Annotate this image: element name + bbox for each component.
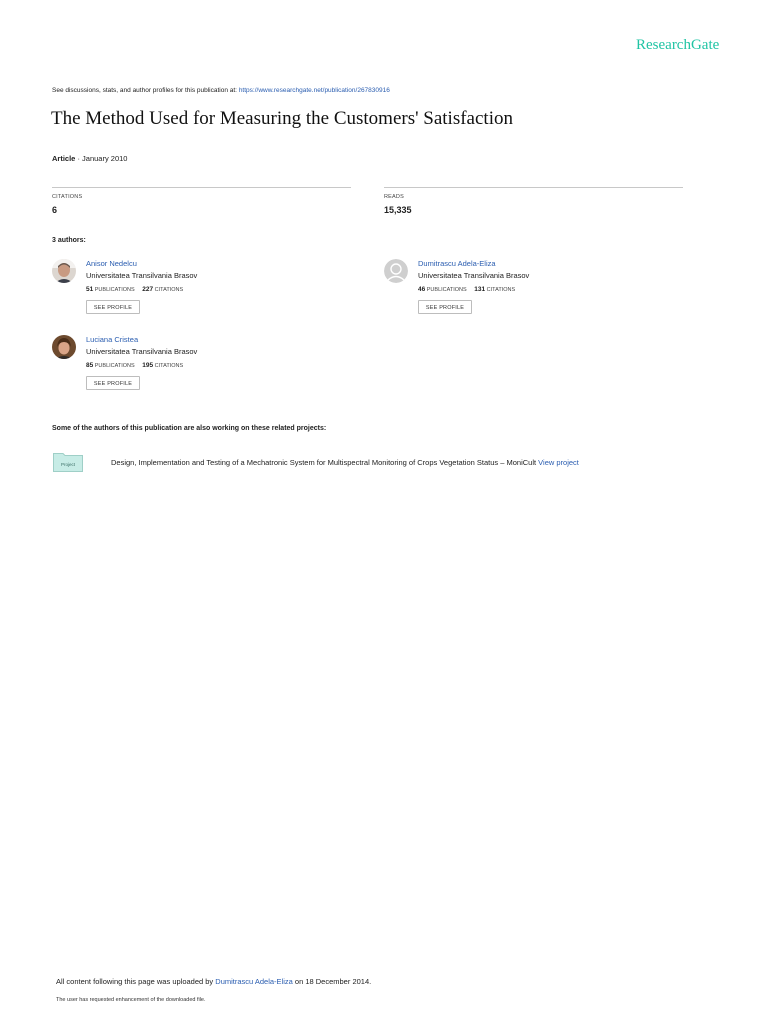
see-profile-button[interactable]: SEE PROFILE	[86, 300, 140, 314]
upload-prefix: All content following this page was uploaded by	[56, 977, 214, 986]
citations-count: 131	[474, 286, 486, 293]
upload-date: on 18 December 2014.	[294, 977, 372, 986]
author-stats	[86, 362, 183, 369]
avatar[interactable]	[52, 259, 76, 283]
author-institution: Universitatea Transilvania Brasov	[86, 271, 198, 280]
citations-label: CITATIONS	[154, 287, 184, 293]
citations-count: 6	[52, 205, 58, 215]
project-icon-label: Project	[60, 462, 76, 467]
author-institution: Universitatea Transilvania Brasov	[86, 347, 198, 356]
publication-url-link[interactable]: https://www.researchgate.net/publication/267830916	[238, 87, 390, 94]
author-name-link[interactable]: Anisor Nedelcu	[86, 259, 137, 268]
publication-type: Article	[52, 154, 76, 163]
see-profile-button[interactable]: SEE PROFILE	[418, 300, 472, 314]
publications-count: 51	[86, 286, 94, 293]
discussion-prefix: See discussions, stats, and author profiles for this publication at:	[52, 87, 237, 94]
publications-count: 85	[86, 362, 94, 369]
related-project	[111, 458, 579, 467]
publication-meta	[52, 154, 127, 163]
page-title: The Method Used for Measuring the Customers' Satisfaction	[51, 108, 513, 129]
related-projects-heading: Some of the authors of this publication are also working on these related projects:	[52, 425, 327, 432]
project-folder-icon[interactable]	[53, 452, 83, 472]
authors-heading: 3 authors:	[52, 237, 86, 244]
enhancement-note: The user has requested enhancement of the downloaded file.	[56, 997, 206, 1003]
author-stats	[418, 286, 515, 293]
researchgate-logo[interactable]: ResearchGate	[636, 37, 720, 53]
citations-label: CITATIONS	[52, 194, 83, 200]
citations-label: CITATIONS	[154, 363, 184, 369]
reads-divider	[384, 187, 683, 188]
discussion-line	[52, 87, 390, 94]
author-stats	[86, 286, 183, 293]
avatar[interactable]	[52, 335, 76, 359]
project-title: Design, Implementation and Testing of a Mechatronic System for Multispectral Monitoring of Crops Vegetation Status – MoniCult	[111, 458, 537, 467]
citations-label: CITATIONS	[486, 287, 516, 293]
publication-date: January 2010	[82, 154, 128, 163]
publications-label: PUBLICATIONS	[94, 363, 135, 369]
view-project-link[interactable]: View project	[538, 458, 579, 467]
publications-label: PUBLICATIONS	[426, 287, 467, 293]
citations-count: 227	[142, 286, 154, 293]
citations-divider	[52, 187, 351, 188]
author-name-link[interactable]: Luciana Cristea	[86, 335, 139, 344]
meta-separator: ·	[77, 154, 80, 163]
reads-count: 15,335	[384, 205, 412, 215]
upload-info	[56, 977, 371, 986]
reads-label: READS	[384, 194, 404, 200]
author-name-link[interactable]: Dumitrascu Adela-Eliza	[418, 259, 496, 268]
uploader-link[interactable]: Dumitrascu Adela-Eliza	[215, 977, 293, 986]
publications-label: PUBLICATIONS	[94, 287, 135, 293]
author-institution: Universitatea Transilvania Brasov	[418, 271, 530, 280]
citations-count: 195	[142, 362, 154, 369]
see-profile-button[interactable]: SEE PROFILE	[86, 376, 140, 390]
default-user-icon[interactable]	[384, 259, 408, 283]
publications-count: 46	[418, 286, 426, 293]
